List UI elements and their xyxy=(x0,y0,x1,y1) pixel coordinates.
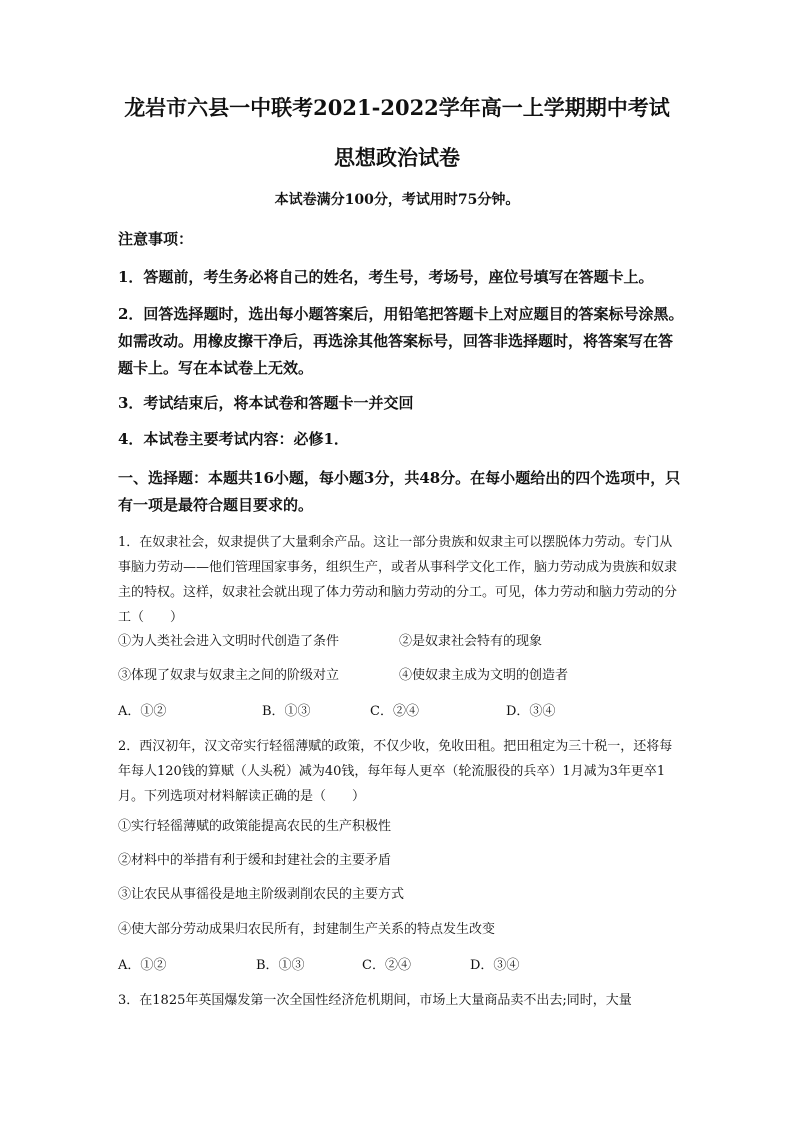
q2-choice-d: D．③④ xyxy=(470,958,520,973)
exam-subtitle: 本试卷满分100分，考试用时75分钟。 xyxy=(274,192,520,208)
notice-item-1: 1．答题前，考生务必将自己的姓名，考生号，考场号，座位号填写在答题卡上。 xyxy=(118,268,654,286)
q1-choice-c: C．②④ xyxy=(370,704,419,719)
q2-statement-1: ①实行轻徭薄赋的政策能提高农民的生产积极性 xyxy=(118,819,392,834)
q1-statement-3: ③体现了奴隶与奴隶主之间的阶级对立 xyxy=(118,668,340,683)
notice-item-2: 2．回答选择题时，选出每小题答案后，用铅笔把答题卡上对应题目的答案标号涂黑。如需改动。用橡皮擦干净后，再选涂其他答案标号，回答非选择题时，将答案写在答题卡上。写在本试卷上无效。 xyxy=(118,305,684,377)
q1-choice-a: A．①② xyxy=(118,704,167,719)
q2-statement-2: ②材料中的举措有利于缓和封建社会的主要矛盾 xyxy=(118,853,392,868)
q2-statement-4: ④使大部分劳动成果归农民所有，封建制生产关系的特点发生改变 xyxy=(118,922,496,937)
q1-choice-d: D．③④ xyxy=(506,704,556,719)
q1-choice-b: B．①③ xyxy=(262,704,311,719)
exam-subject: 思想政治试卷 xyxy=(334,145,460,170)
notice-item-3: 3．考试结束后，将本试卷和答题卡一并交回 xyxy=(118,394,414,412)
q1-statement-2: ②是奴隶社会特有的现象 xyxy=(399,634,543,649)
q2-choice-b: B．①③ xyxy=(256,958,305,973)
question-1-stem: 1．在奴隶社会，奴隶提供了大量剩余产品。这让一部分贵族和奴隶主可以摆脱体力劳动。专门从事脑力劳动——他们管理国家事务，组织生产，或者从事科学文化工作，脑力劳动成为贵族和奴隶主的特权。这样，奴隶社会就出现了体力劳动和脑力劳动的分工。可见，体力劳动和脑力劳动的分工（ ） xyxy=(118,535,678,625)
q1-statement-1: ①为人类社会进入文明时代创造了条件 xyxy=(118,634,340,649)
question-3-stem: 3．在1825年英国爆发第一次全国性经济危机期间，市场上大量商品卖不出去;同时，大量 xyxy=(118,993,632,1008)
question-2-stem: 2．西汉初年，汉文帝实行轻徭薄赋的政策，不仅少收，免收田租。把田租定为三十税一，还将每年每人120钱的算赋（人头税）减为40钱，每年每人更卒（轮流服役的兵卒）1月减为3年更卒1月。下列选项对材料解读正确的是（ ） xyxy=(118,739,673,804)
notice-item-4: 4．本试卷主要考试内容：必修1． xyxy=(118,430,349,448)
q1-statement-4: ④使奴隶主成为文明的创造者 xyxy=(399,668,569,683)
notice-heading: 注意事项： xyxy=(118,230,194,248)
q2-choice-a: A．①② xyxy=(118,958,167,973)
q2-statement-3: ③让农民从事徭役是地主阶级剥削农民的主要方式 xyxy=(118,887,405,902)
q2-choice-c: C．②④ xyxy=(362,958,411,973)
section-one-heading: 一、选择题：本题共16小题，每小题3分，共48分。在每小题给出的四个选项中，只有一项是最符合题目要求的。 xyxy=(118,469,681,514)
exam-title: 龙岩市六县一中联考2021-2022学年高一上学期期中考试 xyxy=(124,95,670,120)
